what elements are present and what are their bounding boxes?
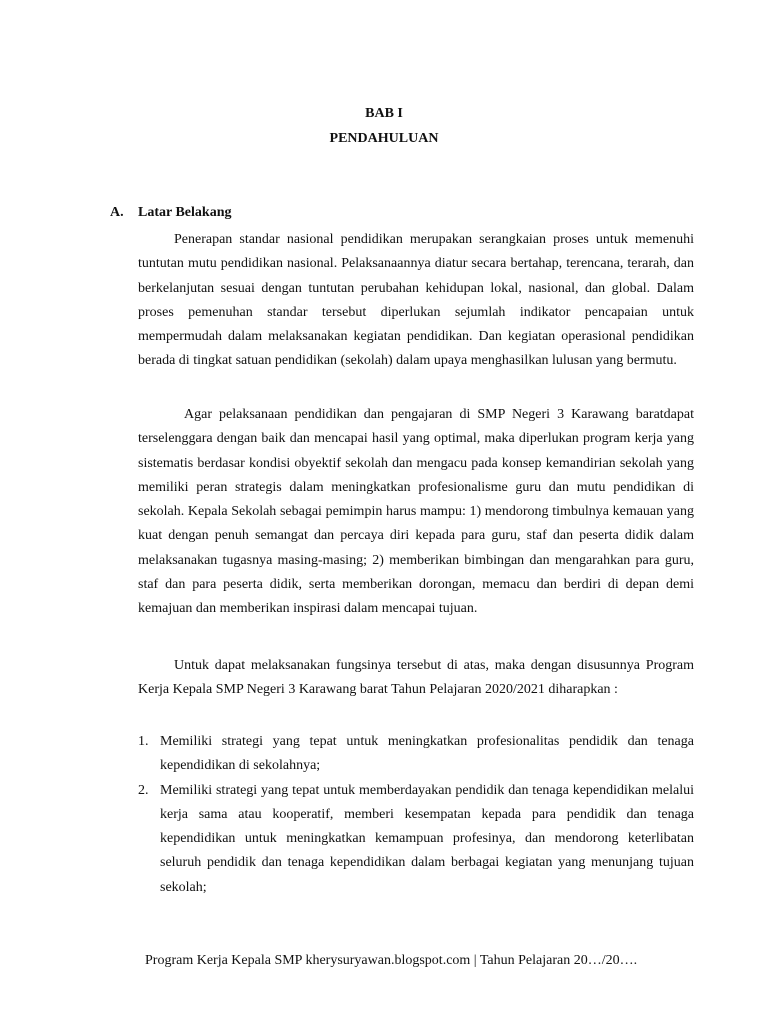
chapter-title: PENDAHULUAN [329, 131, 439, 146]
section-heading [110, 204, 231, 222]
list-item-text: Memiliki strategi yang tepat untuk memberdayakan pendidik dan tenaga kependidikan melalui kerja sama atau kooperatif, memberi kesempatan kepada para pendidik dan tenaga kependidikan untuk meningkatkan kemampuan profesinya, dan mendorong keterlibatan seluruh pendidik dan tenaga kependidikan dalam berbagai kegiatan yang menunjang tujuan sekolah; [160, 782, 694, 895]
paragraph-1: Penerapan standar nasional pendidikan merupakan serangkaian proses untuk memenuhi tuntutan mutu pendidikan nasional. Pelaksanaannya diatur secara bertahap, terencana, terarah, dan berkelanjutan sesuai dengan tuntutan perubahan kehidupan lokal, nasional, dan global. Dalam proses pemenuhan standar tersebut diperlukan sejumlah indikator pencapaian untuk mempermudah dalam melaksanakan kegiatan pendidikan. Dan kegiatan operasional pendidikan berada di tingkat satuan pendidikan (sekolah) dalam upaya menghasilkan lulusan yang bermutu. [138, 232, 694, 369]
section-letter: A. [110, 205, 124, 220]
list-item [138, 730, 694, 779]
list-item-text: Memiliki strategi yang tepat untuk meningkatkan profesionalitas pendidik dan tenaga kependidikan di sekolahnya; [160, 734, 694, 774]
numbered-list [138, 730, 694, 900]
paragraph-2: Agar pelaksanaan pendidikan dan pengajaran di SMP Negeri 3 Karawang baratdapat terselenggara dengan baik dan mencapai hasil yang optimal, maka diperlukan program kerja yang sistematis berdasar kondisi obyektif sekolah dan mengacu pada konsep kemandirian sekolah yang memiliki peran strategis dalam meningkatkan profesionalisme guru dan mutu pendidikan di sekolah. Kepala Sekolah sebagai pemimpin harus mampu: 1) mendorong timbulnya kemauan yang kuat dengan penuh semangat dan percaya diri kepada para guru, staf dan peserta didik dalam melaksanakan tugasnya masing-masing; 2) memberikan bimbingan dan mengarahkan para guru, staf dan para peserta didik, serta memberikan dorongan, memacu dan berdiri di depan demi kemajuan dan memberikan inspirasi dalam mencapai tujuan. [138, 407, 694, 617]
chapter-label: BAB I [365, 106, 403, 121]
list-number: 1. [138, 734, 149, 749]
page-footer: Program Kerja Kepala SMP kherysuryawan.blogspot.com | Tahun Pelajaran 20…/20…. [145, 953, 638, 968]
section-title: Latar Belakang [138, 205, 232, 220]
list-number: 2. [138, 782, 149, 798]
list-item [138, 779, 694, 900]
paragraph-3: Untuk dapat melaksanakan fungsinya tersebut di atas, maka dengan disusunnya Program Kerja Kepala SMP Negeri 3 Karawang barat Tahun Pelajaran 2020/2021 diharapkan : [138, 658, 694, 698]
